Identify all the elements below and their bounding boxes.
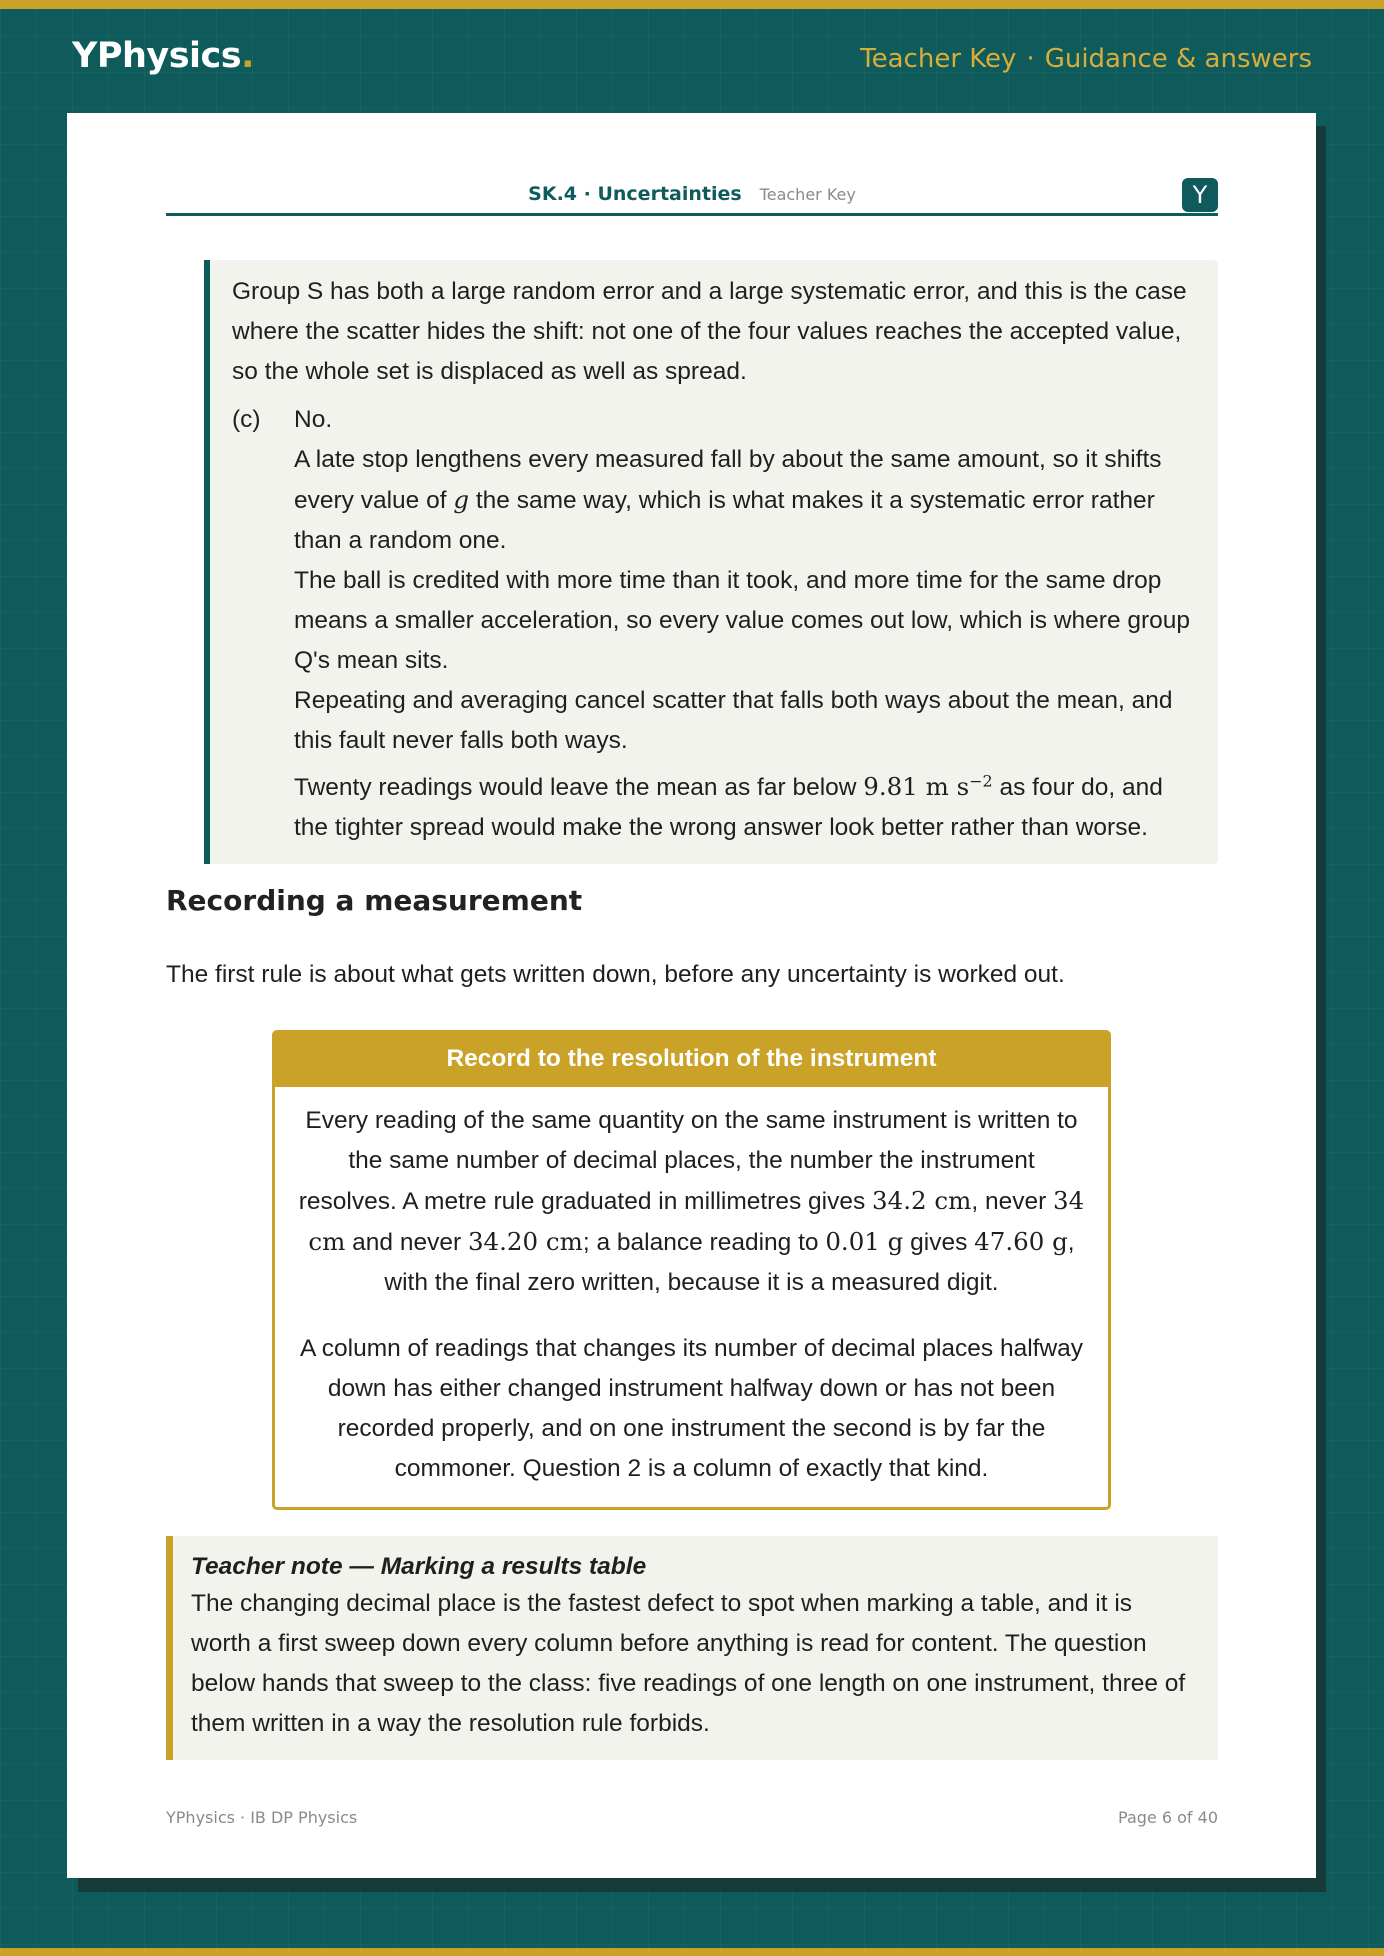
document-page [67,113,1316,1878]
header-section-title [860,44,1312,74]
brand-dot: . [241,36,254,76]
rule-text: ; a balance reading to [582,1229,826,1256]
math-value: 34 cm [308,1186,1085,1256]
rule-text: Every reading of the same quantity on the same instrument is written to the same number of decimal places, the number the instrument resolves. A metre rule graduated in millimetres gives [298,1107,1078,1215]
rule-text: , with the final zero written, because it is a measured digit. [384,1229,1075,1296]
rule-paragraph-1 [297,1101,1086,1303]
running-head [166,163,1218,216]
answer-block [204,260,1218,864]
answer-line-4: Repeating and averaging cancel scatter that falls both ways about the mean, and this fault never falls both ways. [294,687,1173,754]
footer-page-number: Page 6 of 40 [1118,1808,1218,1827]
footer-source: YPhysics · IB DP Physics [166,1808,358,1827]
answer-intro-paragraph: Group S has both a large random error and a large systematic error, and this is the case where the scatter hides the shift: not one of the four values reaches the accepted value, so the whole set is displaced as well as spread. [232,278,1187,385]
rule-box-title: Record to the resolution of the instrument [275,1033,1108,1087]
answer-line-5 [294,761,1194,848]
logo-badge-icon: Y [1182,178,1218,212]
teacher-note-body: The changing decimal place is the fastest defect to spot when marking a table, and it is worth a first sweep down every column before anything is read for content. The question below hands that sweep to the class: five readings of one length on one instrument, three of them written in a way the resolution rule forbids. [191,1590,1186,1737]
header-key-label: Teacher Key [860,44,1017,74]
math-value: 47.60 g [974,1227,1068,1256]
math-gravity-exponent: −2 [969,771,993,790]
math-value: 34.20 cm [467,1227,583,1256]
teacher-note-title: Teacher note — Marking a results table [191,1553,647,1580]
rule-text: gives [903,1229,975,1256]
math-gravity-base: 9.81 m s [863,771,970,801]
rule-text: and never [345,1229,468,1256]
variable-g: g [453,485,470,514]
answer-line-5-start: Twenty readings would leave the mean as far below [294,773,864,801]
brand-name: YPhysics [72,36,242,76]
math-value: 0.01 g [825,1227,904,1256]
running-head-title-group [166,183,1218,205]
section-heading: Recording a measurement [166,884,583,917]
math-value: 34.2 cm [872,1186,972,1215]
answer-line-5-end: as four do, and the tighter spread would make the wrong answer look better rather than worse. [294,773,1163,841]
rule-box [272,1030,1111,1510]
running-head-title: SK.4 · Uncertainties [528,183,742,205]
rule-box-body [275,1087,1108,1507]
header-separator: · [1026,44,1035,74]
brand-logo[interactable] [72,36,254,76]
top-accent-stripe [0,0,1384,9]
answer-line-2 [294,440,1194,561]
answer-line-3: The ball is credited with more time than it took, and more time for the same drop means a smaller acceleration, so every value comes out low, which is where group Q's mean sits. [294,567,1191,674]
part-label: (c) [232,406,261,433]
bottom-accent-stripe [0,1948,1384,1956]
answer-part-c [232,400,1194,848]
answer-line-2-end: the same way, which is what makes it a systematic error rather than a random one. [294,487,1155,554]
part-body [294,400,1194,848]
math-gravity-value [863,772,992,801]
rule-text: , never [971,1188,1054,1215]
running-head-subtitle: Teacher Key [759,185,856,204]
teacher-note [166,1536,1218,1760]
rule-paragraph-2: A column of readings that changes its number of decimal places halfway down has either changed instrument halfway down or has not been recorded properly, and on one instrument the second is by far the commoner. Question 2 is a column of exactly that kind. [299,1335,1084,1482]
header-guidance-label: Guidance & answers [1044,44,1312,74]
section-intro: The first rule is about what gets written down, before any uncertainty is worked out. [166,961,1065,988]
answer-line-1: No. [294,406,333,433]
answer-line-2-start: A late stop lengthens every measured fall by about the same amount, so it shifts every value of [294,446,1162,514]
